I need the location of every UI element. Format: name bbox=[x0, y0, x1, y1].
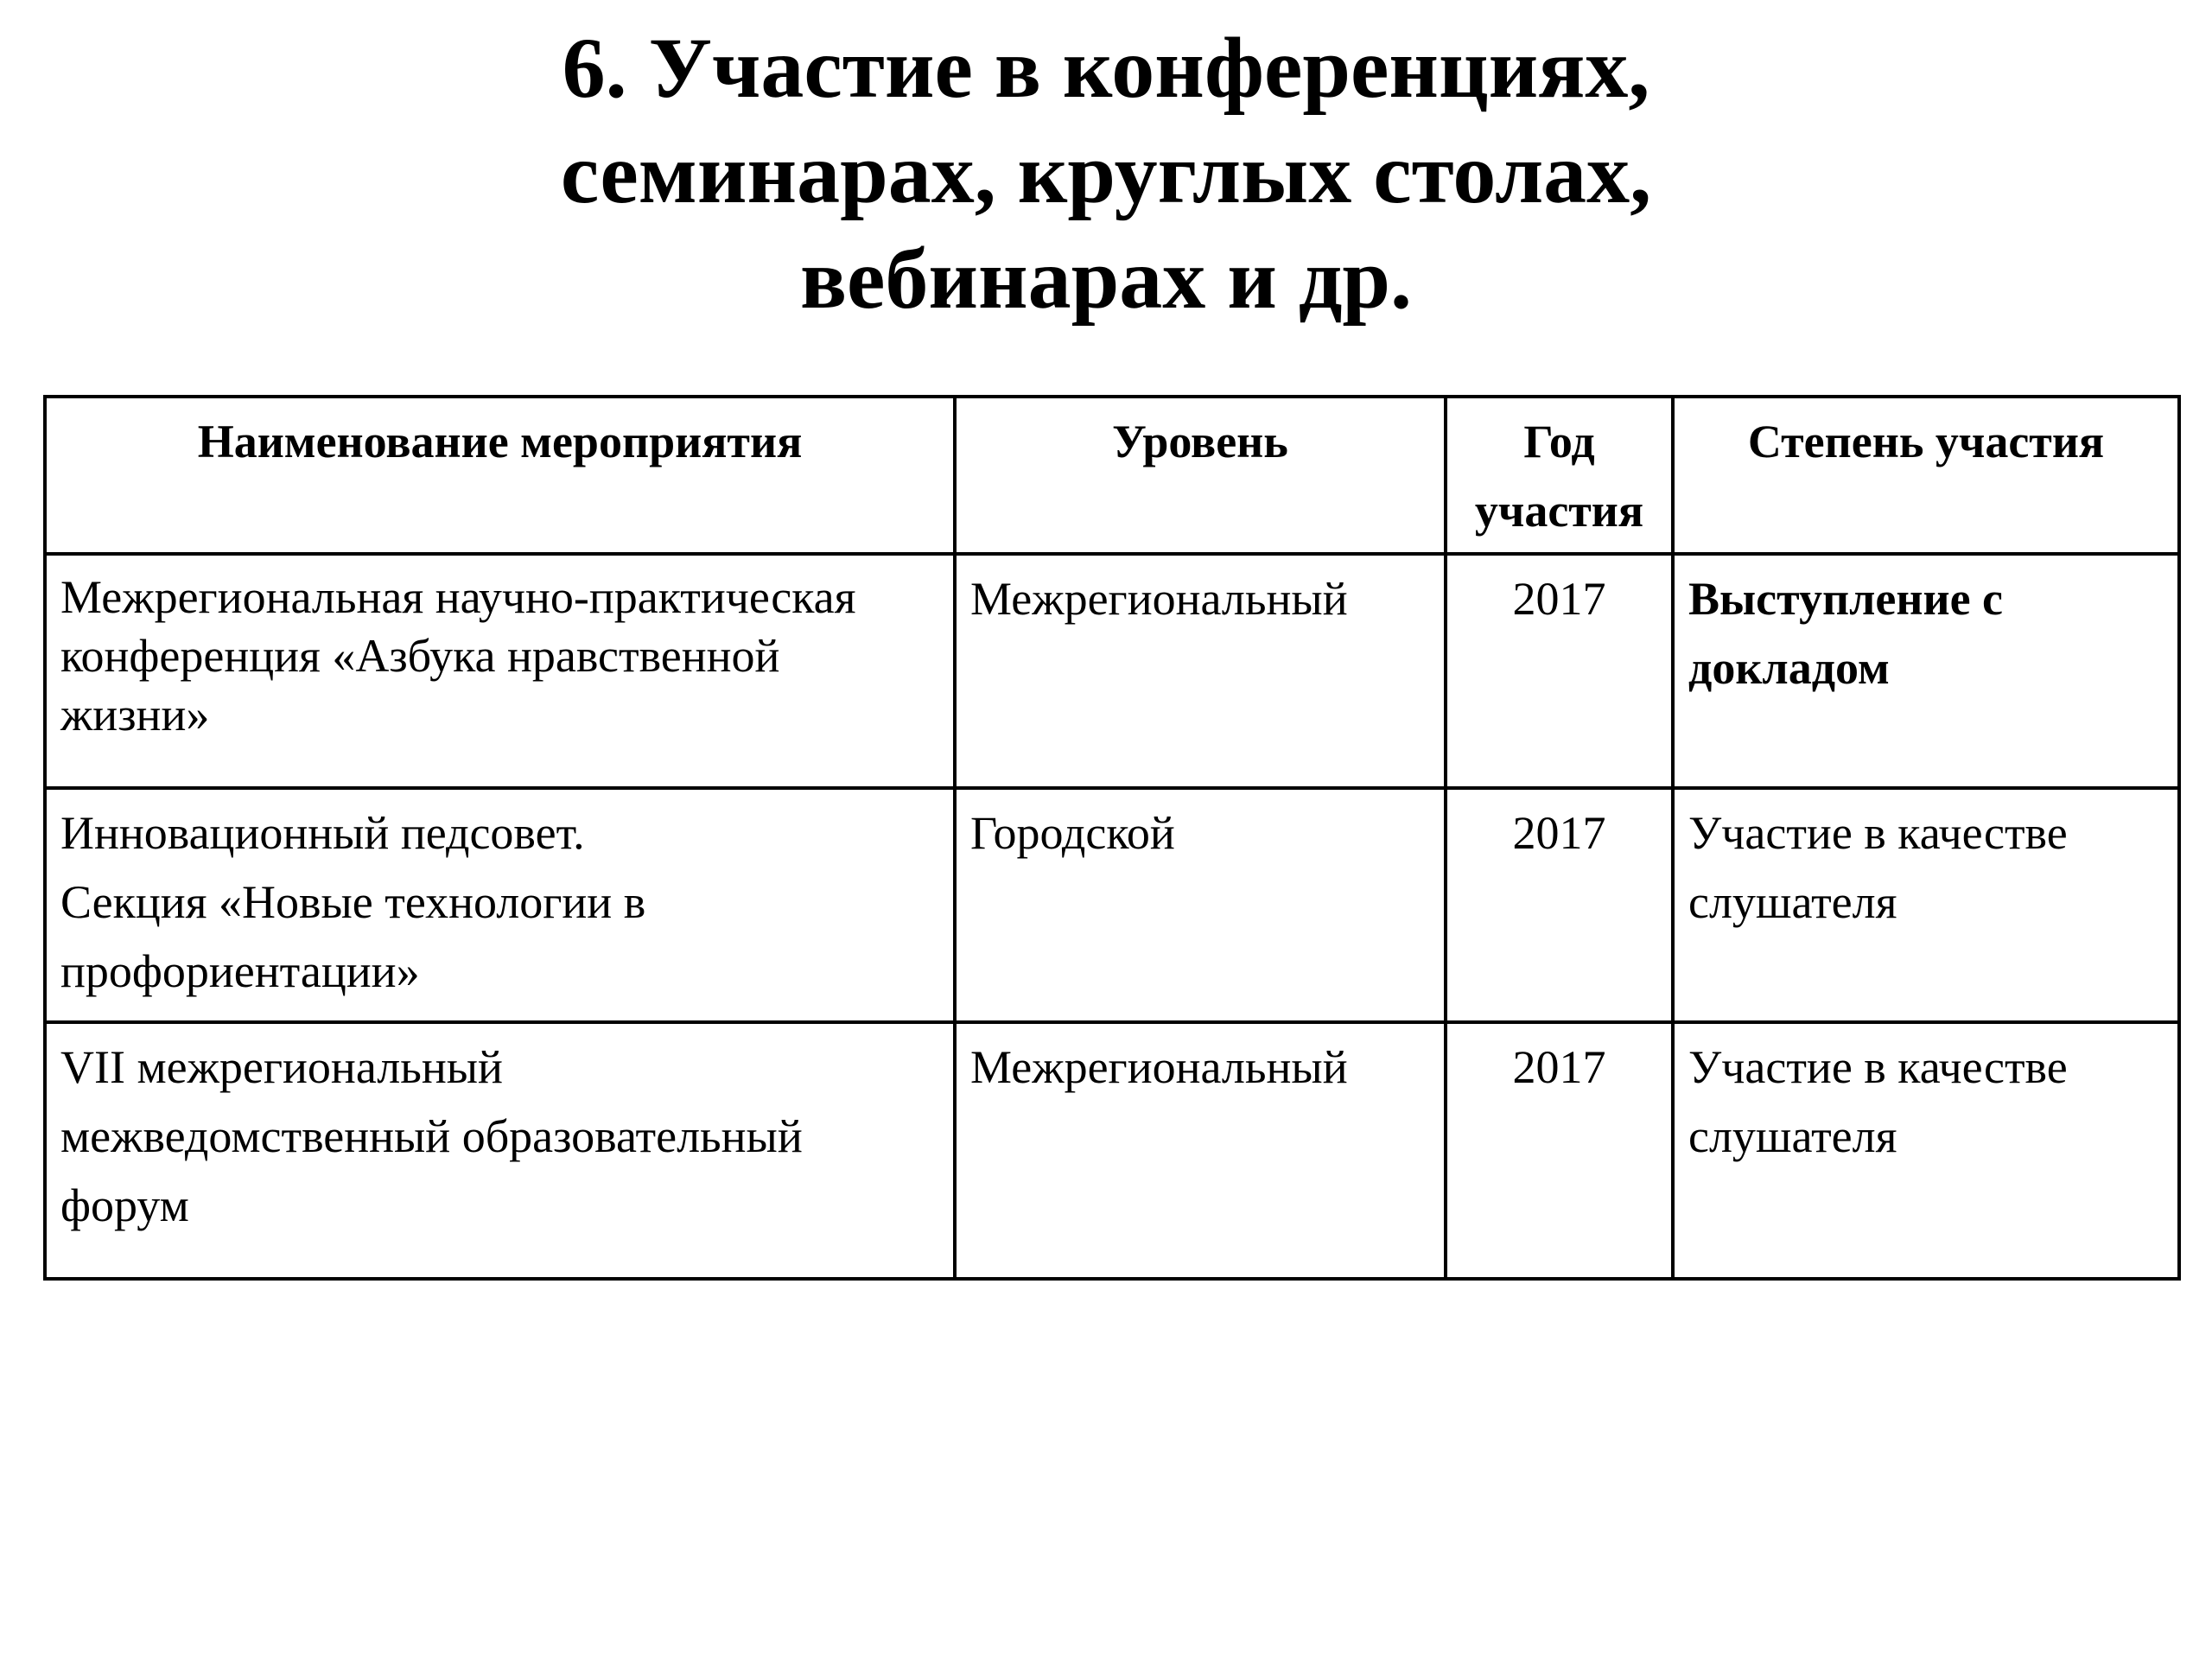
event-name-line: межведомственный образовательный bbox=[60, 1110, 803, 1162]
event-name-line: Межрегиональная научно-практическая bbox=[60, 571, 856, 623]
header-year-line-1: Год bbox=[1523, 416, 1595, 467]
event-name-line: Инновационный педсовет. bbox=[60, 807, 585, 859]
level-cell: Межрегиональный bbox=[955, 554, 1446, 788]
level-cell: Межрегиональный bbox=[955, 1022, 1446, 1279]
level-cell: Городской bbox=[955, 788, 1446, 1022]
degree-cell bbox=[1673, 788, 2179, 1022]
table-row bbox=[45, 554, 2179, 788]
event-name-cell bbox=[45, 554, 955, 788]
degree-line: слушателя bbox=[1688, 1110, 1897, 1162]
header-level: Уровень bbox=[955, 397, 1446, 554]
degree-line: слушателя bbox=[1688, 876, 1897, 928]
events-table bbox=[43, 395, 2181, 1281]
event-name-line: Секция «Новые технологии в bbox=[60, 876, 646, 928]
degree-cell bbox=[1673, 554, 2179, 788]
title-line-2: семинарах, круглых столах, bbox=[560, 125, 1652, 221]
title-line-3: вебинарах и др. bbox=[799, 231, 1413, 327]
event-name-cell bbox=[45, 788, 955, 1022]
events-table-container bbox=[43, 395, 2177, 1281]
event-name-line: конференция «Азбука нравственной bbox=[60, 630, 780, 682]
degree-cell bbox=[1673, 1022, 2179, 1279]
year-cell: 2017 bbox=[1446, 788, 1673, 1022]
header-event-name: Наименование мероприятия bbox=[45, 397, 955, 554]
degree-line: Выступление с bbox=[1688, 573, 2003, 625]
table-header-row bbox=[45, 397, 2179, 554]
event-name-line: профориентации» bbox=[60, 945, 420, 997]
year-cell: 2017 bbox=[1446, 1022, 1673, 1279]
event-name-line: жизни» bbox=[60, 689, 210, 741]
event-name-line: форум bbox=[60, 1179, 189, 1231]
year-cell: 2017 bbox=[1446, 554, 1673, 788]
event-name-line: VII межрегиональный bbox=[60, 1041, 503, 1093]
degree-line: Участие в качестве bbox=[1688, 1041, 2068, 1093]
table-row bbox=[45, 1022, 2179, 1279]
degree-line: докладом bbox=[1688, 642, 1890, 694]
header-degree: Степень участия bbox=[1673, 397, 2179, 554]
event-name-cell bbox=[45, 1022, 955, 1279]
title-line-1: 6. Участие в конференциях, bbox=[562, 20, 1650, 116]
degree-line: Участие в качестве bbox=[1688, 807, 2068, 859]
page-title bbox=[0, 16, 2212, 332]
table-row bbox=[45, 788, 2179, 1022]
header-year bbox=[1446, 397, 1673, 554]
header-year-line-2: участия bbox=[1474, 485, 1644, 537]
